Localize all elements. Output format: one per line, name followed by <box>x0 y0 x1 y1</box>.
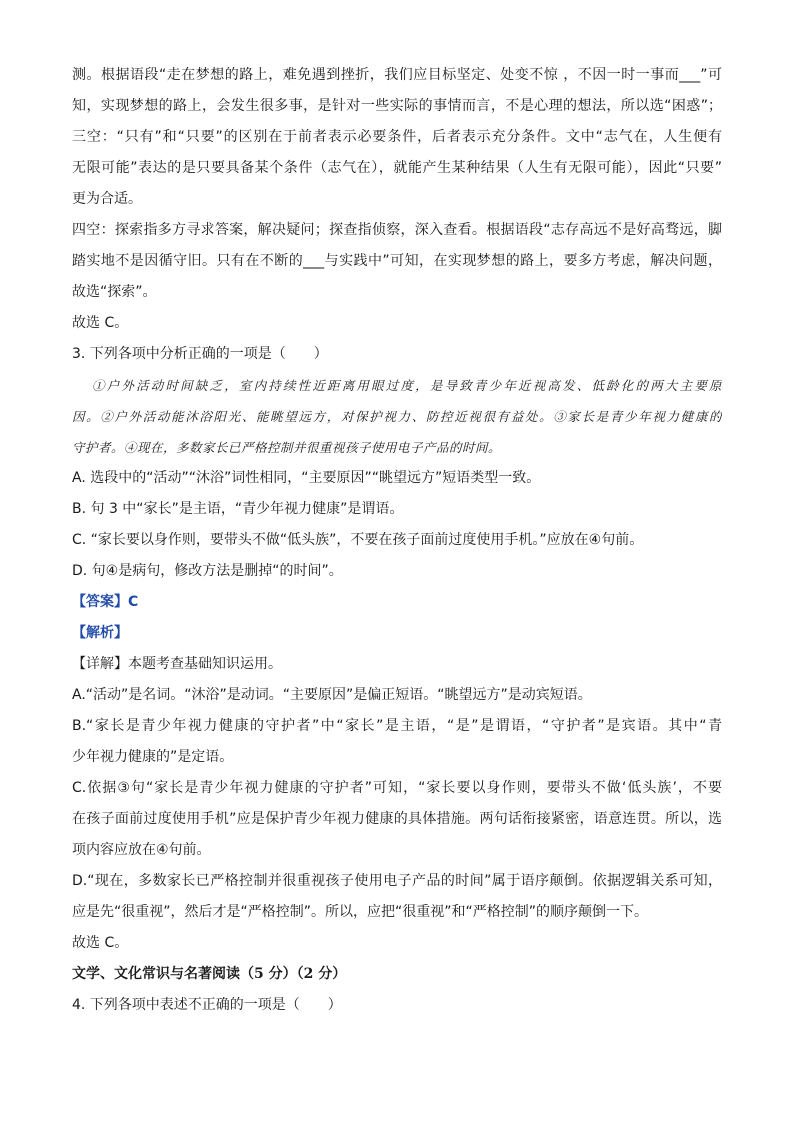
text-line: 故选“探索”。 <box>72 284 157 300</box>
answer-tag: 【答案】C <box>72 594 139 610</box>
text-line: 测。根据语段“走在梦想的路上，难免遇到挫折，我们应目标坚定、处变不惊 ，不因一时一事而___”可 <box>72 67 722 83</box>
text-line: 3. 下列各项中分析正确的一项是（ ） <box>72 346 328 362</box>
text-line: B.“家长是青少年视力健康的守护者”中“家长”是主语，“是”是谓语，“守护者”是宾语。其中“青 <box>72 718 722 734</box>
analysis-tag: 【解析】 <box>72 625 128 641</box>
text-line: B. 句 3 中“家长”是主语，“青少年视力健康”是谓语。 <box>72 501 404 517</box>
text-line: 少年视力健康的”是定语。 <box>72 749 234 765</box>
text-line: 踏实地不是因循守旧。只有在不断的___与实践中”可知，在实现梦想的路上，要多方考虑，解决问题， <box>72 253 722 269</box>
document-page <box>72 60 722 1021</box>
text-line: 故选 C。 <box>72 315 129 331</box>
quoted-passage-line: 因。②户外活动能沐浴阳光、能眺望远方，对保护视力、防控近视很有益处。③家长是青少年视力健康的 <box>72 409 722 424</box>
text-line: D. 句④是病句，修改方法是删掉“的时间”。 <box>72 563 343 579</box>
text-line: 4. 下列各项中表述不正确的一项是（ ） <box>72 997 342 1013</box>
text-line: 在孩子面前过度使用手机”应是保护青少年视力健康的具体措施。两句话衔接紧密，语意连贯。所以，选 <box>72 811 722 827</box>
text-line: C.依据③句“家长是青少年视力健康的守护者”可知，“家长要以身作则，要带头不做‘低头族’，不要 <box>72 780 722 796</box>
text-line: A. 选段中的“活动”“沐浴”词性相同，“主要原因”“眺望远方”短语类型一致。 <box>72 470 541 486</box>
text-line: A.“活动”是名词。“沐浴”是动词。“主要原因”是偏正短语。“眺望远方”是动宾短语。 <box>72 687 592 703</box>
text-line: 故选 C。 <box>72 935 129 951</box>
text-line: 更为合适。 <box>72 191 142 207</box>
text-line: 四空：探索指多方寻求答案，解决疑问；探查指侦察，深入查看。根据语段“志存高远不是好高骛远，脚 <box>72 222 722 238</box>
text-line: D.“现在，多数家长已严格控制并很重视孩子使用电子产品的时间”属于语序颠倒。依据逻辑关系可知， <box>72 873 722 889</box>
section-heading: 文学、文化常识与名著阅读（5 分）（2 分） <box>72 966 347 982</box>
quoted-passage-line: ①户外活动时间缺乏，室内持续性近距离用眼过度，是导致青少年近视高发、低龄化的两大主要原 <box>92 378 722 393</box>
text-line: 应是先“很重视”，然后才是“严格控制”。所以，应把“很重视”和“严格控制”的顺序颠倒一下。 <box>72 904 649 920</box>
quoted-passage-line: 守护者。④现在，多数家长已严格控制并很重视孩子使用电子产品的时间。 <box>72 440 502 455</box>
text-line: 知，实现梦想的路上，会发生很多事，是针对一些实际的事情而言，不是心理的想法，所以选“困惑”； <box>72 98 722 114</box>
text-line: 项内容应放在④句前。 <box>72 842 211 858</box>
text-line: 无限可能”表达的是只要具备某个条件（志气在），就能产生某种结果（人生有无限可能），因此“只要” <box>72 160 722 176</box>
text-line: 【详解】本题考查基础知识运用。 <box>72 656 282 672</box>
text-line: C. “家长要以身作则，要带头不做“低头族”，不要在孩子面前过度使用手机。”应放在④句前。 <box>72 532 644 548</box>
text-line: 三空：“只有”和“只要”的区别在于前者表示必要条件，后者表示充分条件。文中“志气在，人生便有 <box>72 129 722 145</box>
